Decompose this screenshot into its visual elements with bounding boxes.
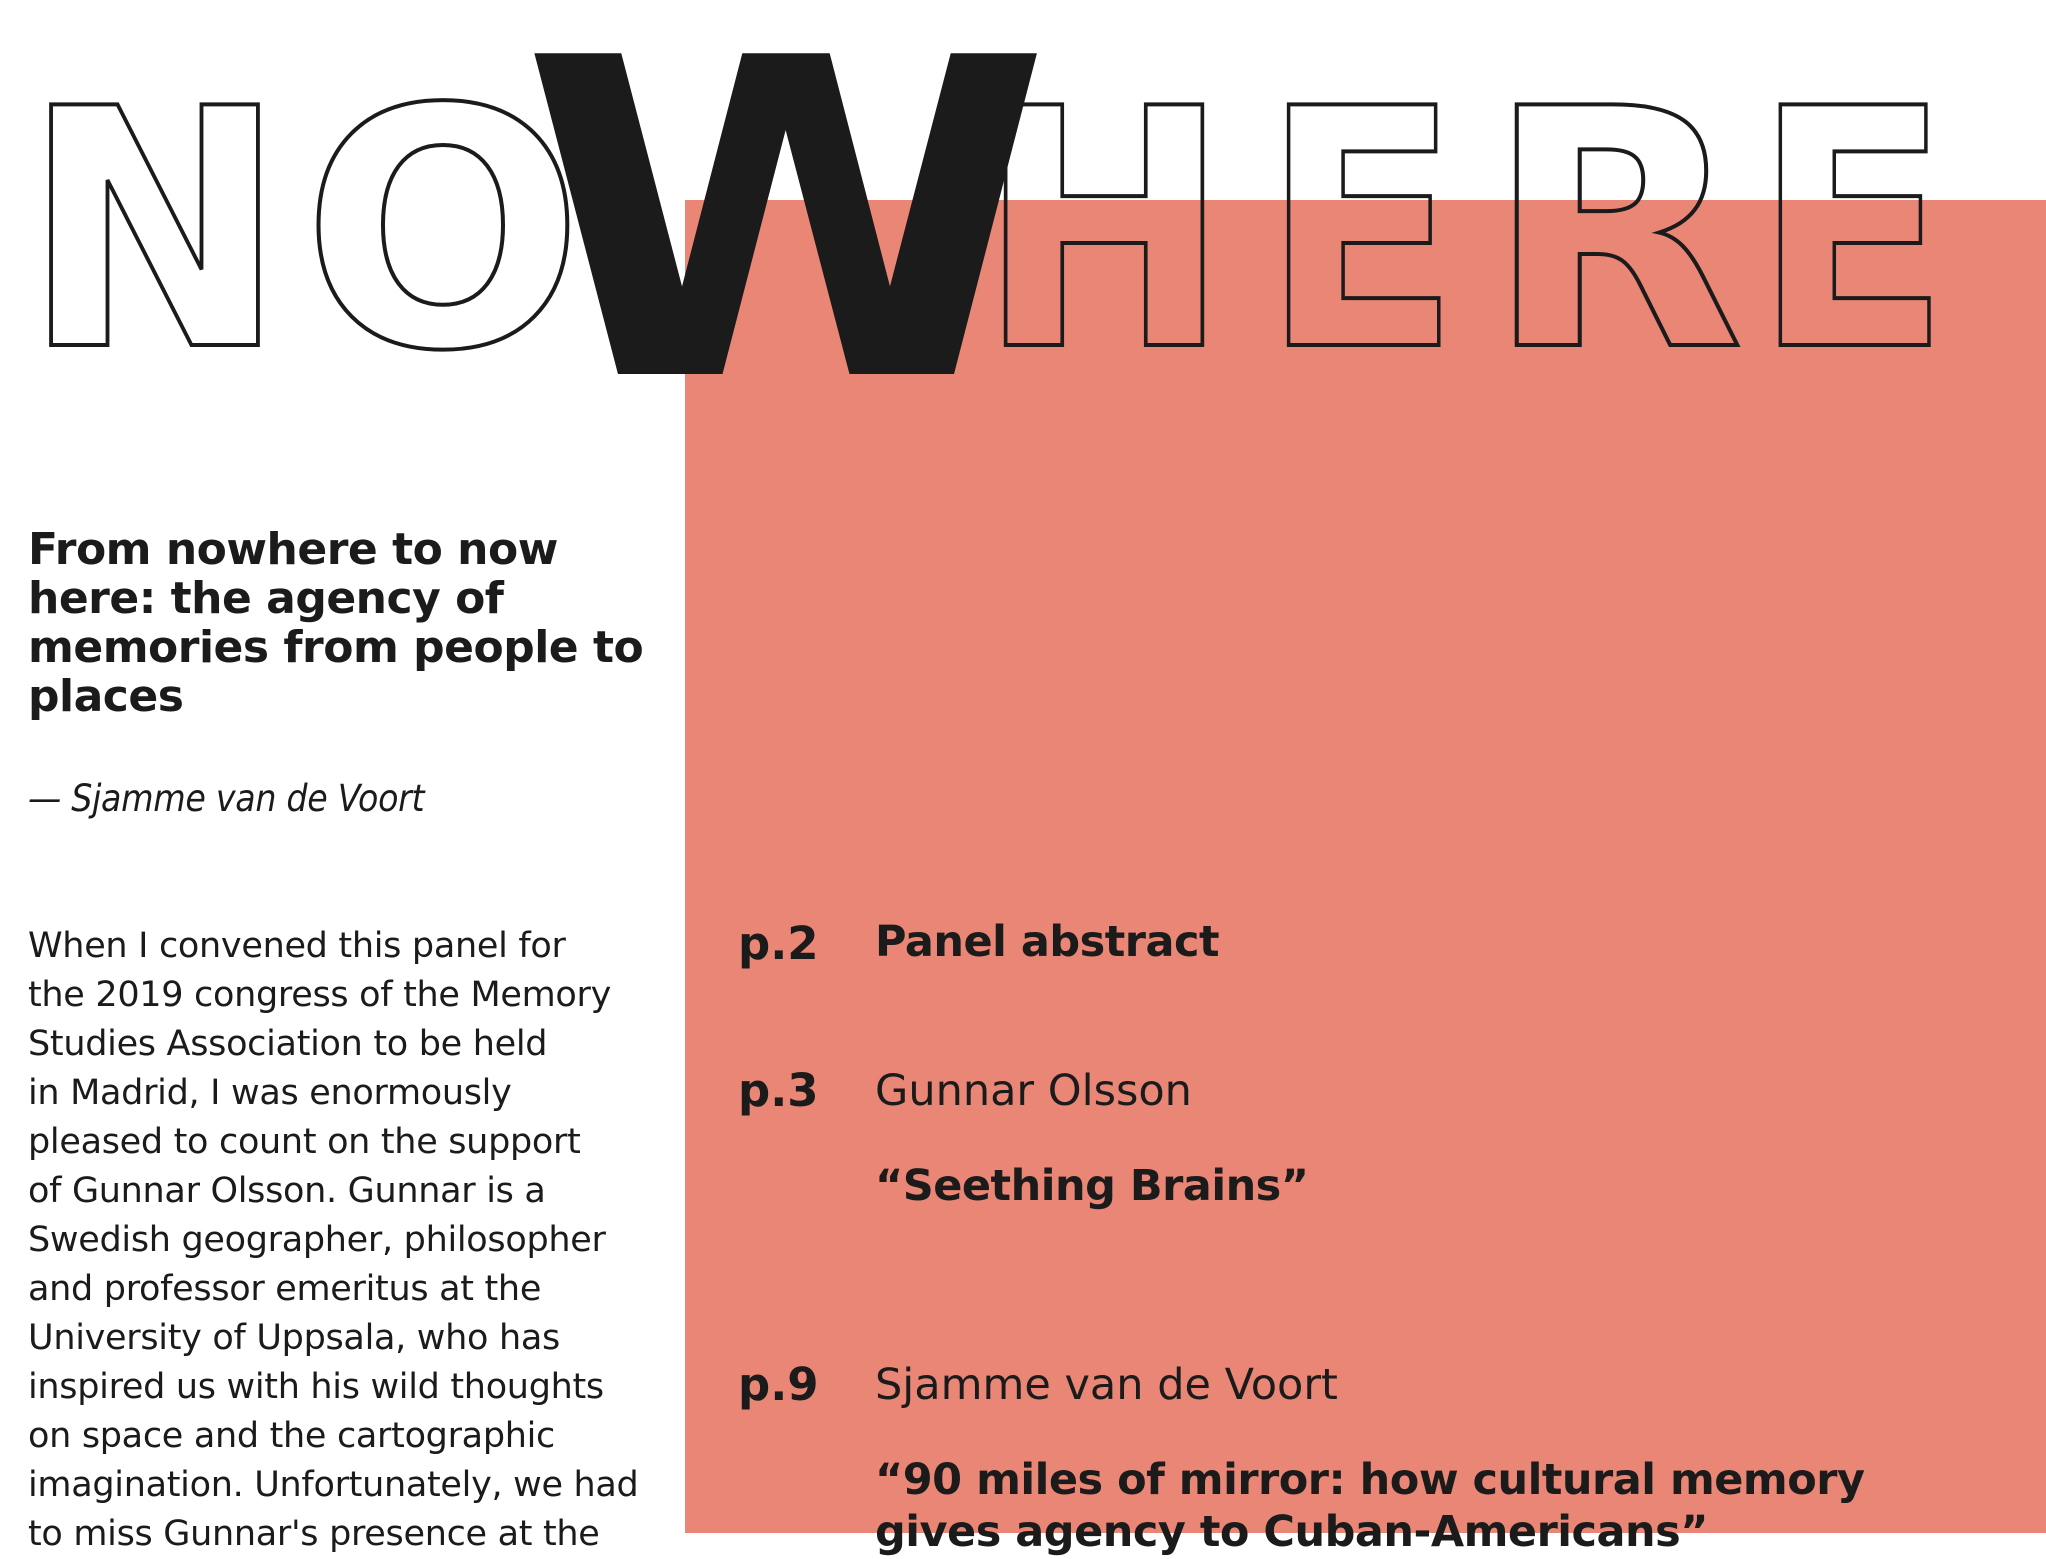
- toc-title-line: Panel abstract: [875, 917, 1220, 967]
- body-line: When I convened this panel for: [28, 926, 566, 966]
- body-line: of Gunnar Olsson. Gunnar is a: [28, 1171, 546, 1211]
- toc-page-number: p.9: [738, 1358, 819, 1411]
- article-body: [28, 922, 668, 1559]
- body-line: pleased to count on the support: [28, 1122, 581, 1162]
- toc-author: Gunnar Olsson: [875, 1066, 1192, 1116]
- masthead-letter-o: O: [302, 39, 584, 400]
- toc-title-line: gives agency to Cuban-Americans”: [875, 1507, 1708, 1557]
- toc-title-line: “90 miles of mirror: how cultural memory: [875, 1455, 1865, 1505]
- article-byline: — Sjamme van de Voort: [28, 777, 425, 820]
- toc-title: [875, 1160, 1309, 1212]
- toc-title: [875, 916, 1219, 968]
- body-line: inspired us with his wild thoughts: [28, 1367, 604, 1407]
- toc-page-number: p.3: [738, 1064, 819, 1117]
- masthead-letter-w-solid: W: [520, 0, 1052, 400]
- body-line: imagination. Unfortunately, we had: [28, 1465, 639, 1505]
- toc-title: [875, 1454, 1865, 1558]
- article-heading: From nowhere to now here: the agency of memories from people to places: [28, 524, 644, 722]
- body-line: in Madrid, I was enormously: [28, 1073, 512, 1113]
- toc-title-line: “Seething Brains”: [875, 1161, 1309, 1211]
- body-line: Studies Association to be held: [28, 1024, 548, 1064]
- masthead-letter-e: E: [1262, 39, 1460, 400]
- toc-page-number: p.2: [738, 917, 819, 970]
- masthead-title: [0, 0, 2046, 400]
- masthead-letter-n: N: [22, 39, 287, 400]
- masthead-letter-r: R: [1486, 39, 1744, 400]
- body-line: Swedish geographer, philosopher: [28, 1220, 606, 1260]
- body-line: on space and the cartographic: [28, 1416, 555, 1456]
- body-line: University of Uppsala, who has: [28, 1318, 560, 1358]
- body-line: to miss Gunnar's presence at the: [28, 1514, 600, 1554]
- masthead-letter-h: H: [978, 39, 1230, 400]
- body-line: the 2019 congress of the Memory: [28, 975, 612, 1015]
- toc-author: Sjamme van de Voort: [875, 1360, 1338, 1410]
- masthead-letter-e-final: E: [1754, 39, 1950, 400]
- body-line: and professor emeritus at the: [28, 1269, 542, 1309]
